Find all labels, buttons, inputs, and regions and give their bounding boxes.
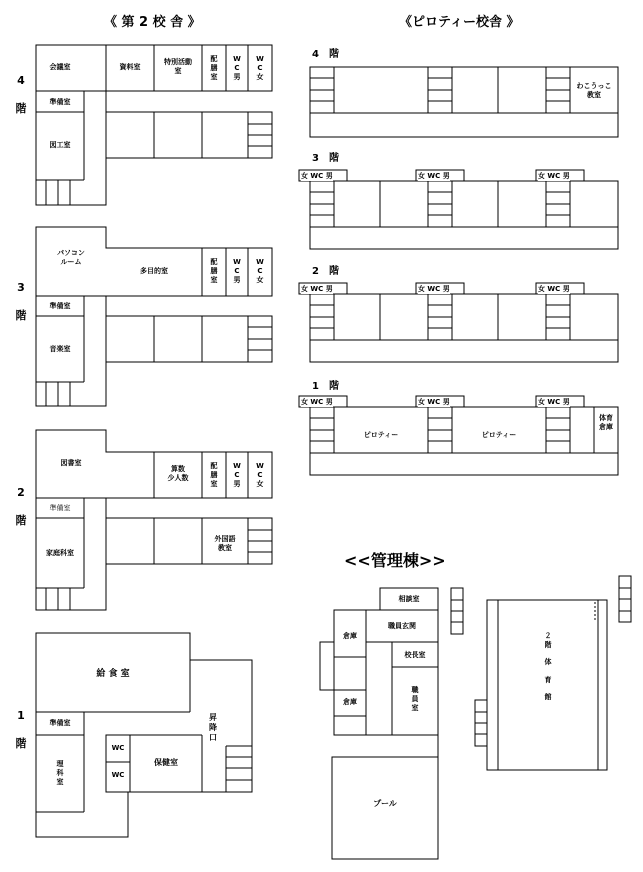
piloti-wc-3b: 女 WC 男 (418, 172, 450, 180)
piloti-floor3-label: 3 階 (312, 153, 339, 164)
piloti-floor2-plan (299, 283, 618, 362)
room-shokuin-genkan: 職員玄関 (388, 622, 416, 630)
room-shoukou: 昇 降 口 (209, 713, 217, 742)
room-wc-male-3: W C 男 (233, 258, 241, 284)
school2-floor2-plan (36, 430, 272, 610)
piloti-wc-1b: 女 WC 男 (418, 398, 450, 406)
piloti-wc-2a: 女 WC 男 (301, 285, 333, 293)
piloti-wc-1c: 女 WC 男 (538, 398, 570, 406)
school2-floor4-plan (36, 45, 272, 205)
room-wc-male-2: W C 男 (233, 462, 241, 488)
room-pasokon: パソコン ルーム (57, 249, 85, 266)
gymnasium: ２ 階 体 育 館 (544, 632, 552, 702)
piloti-wc-3a: 女 WC 男 (301, 172, 333, 180)
school2-floor4-number: 4 階 (15, 74, 27, 115)
room-haizen-4: 配 膳 室 (210, 55, 218, 81)
room-junbi-3: 準備室 (49, 302, 71, 310)
room-wc-female-2: W C 女 (256, 462, 264, 488)
room-haizen-3: 配 膳 室 (210, 258, 218, 284)
room-mokuteki: 多目的室 (140, 267, 168, 275)
piloti-wc-2b: 女 WC 男 (418, 285, 450, 293)
room-shiryo: 資料室 (119, 63, 141, 71)
room-souko-1: 倉庫 (343, 632, 357, 640)
piloti-floor3-plan (299, 170, 618, 249)
room-taiiku-soko: 体育 倉庫 (599, 414, 613, 431)
school2-floor3-number: 3 階 (15, 281, 27, 322)
school2-floor1-number: 1 階 (15, 709, 27, 750)
piloti-floor2-label: 2 階 (312, 266, 339, 277)
piloti-floor4-label: 4 階 (312, 49, 339, 60)
piloti-wc-3c: 女 WC 男 (538, 172, 570, 180)
room-souko-2: 倉庫 (343, 698, 357, 706)
piloti-wc-2c: 女 WC 男 (538, 285, 570, 293)
room-tosho: 図書室 (60, 459, 82, 467)
room-wc-female-3: W C 女 (256, 258, 264, 284)
room-junbi-2: 準備室 (49, 504, 71, 512)
room-kocho: 校長室 (404, 651, 426, 659)
room-shokuin: 職 員 室 (411, 686, 419, 712)
room-junbi-1: 準備室 (49, 719, 71, 727)
room-kyushoku: 給 食 室 (96, 669, 130, 679)
piloti-floor4-plan (310, 67, 618, 137)
piloti-wc-1a: 女 WC 男 (301, 398, 333, 406)
piloti-floor1-label: 1 階 (312, 381, 339, 392)
piloti-space-right: ピロティー (481, 431, 517, 439)
room-gaikoku: 外国語 教室 (214, 535, 236, 552)
room-shosu: 算数 少人数 (167, 465, 189, 482)
room-junbi-4: 準備室 (49, 98, 71, 106)
room-zuko: 図工室 (49, 141, 71, 149)
school2-floor3-plan (36, 227, 272, 406)
room-sodan: 相談室 (398, 595, 420, 603)
pool: プール (373, 799, 397, 808)
piloti-space-left: ピロティー (363, 431, 399, 439)
room-kaigi: 会議室 (49, 63, 71, 71)
piloti-floor1-plan (299, 396, 618, 475)
room-haizen-2: 配 膳 室 (210, 462, 218, 488)
piloti-title: 《ピロティー校舎 》 (399, 15, 520, 30)
room-wc-1a: WC (111, 744, 125, 752)
kanri-title: <<管理棟>> (344, 551, 446, 570)
room-katei: 家庭科室 (46, 549, 74, 557)
school2-floor1-plan (36, 633, 252, 837)
school2-floor2-number: 2 階 (15, 486, 27, 527)
kanri-plan (320, 576, 631, 859)
room-tokubetsu: 特別活動 室 (164, 58, 192, 75)
room-hoken: 保健室 (154, 758, 178, 767)
room-ongaku: 音楽室 (49, 345, 71, 353)
room-wc-1b: WC (111, 771, 125, 779)
room-wc-male-4: W C 男 (233, 55, 241, 81)
room-wc-female-4: W C 女 (256, 55, 264, 81)
room-rika: 理 科 室 (56, 760, 64, 786)
school2-title: 《 第 2 校 舎 》 (104, 15, 201, 30)
room-wakoukko: わこうっこ 教室 (576, 82, 612, 99)
